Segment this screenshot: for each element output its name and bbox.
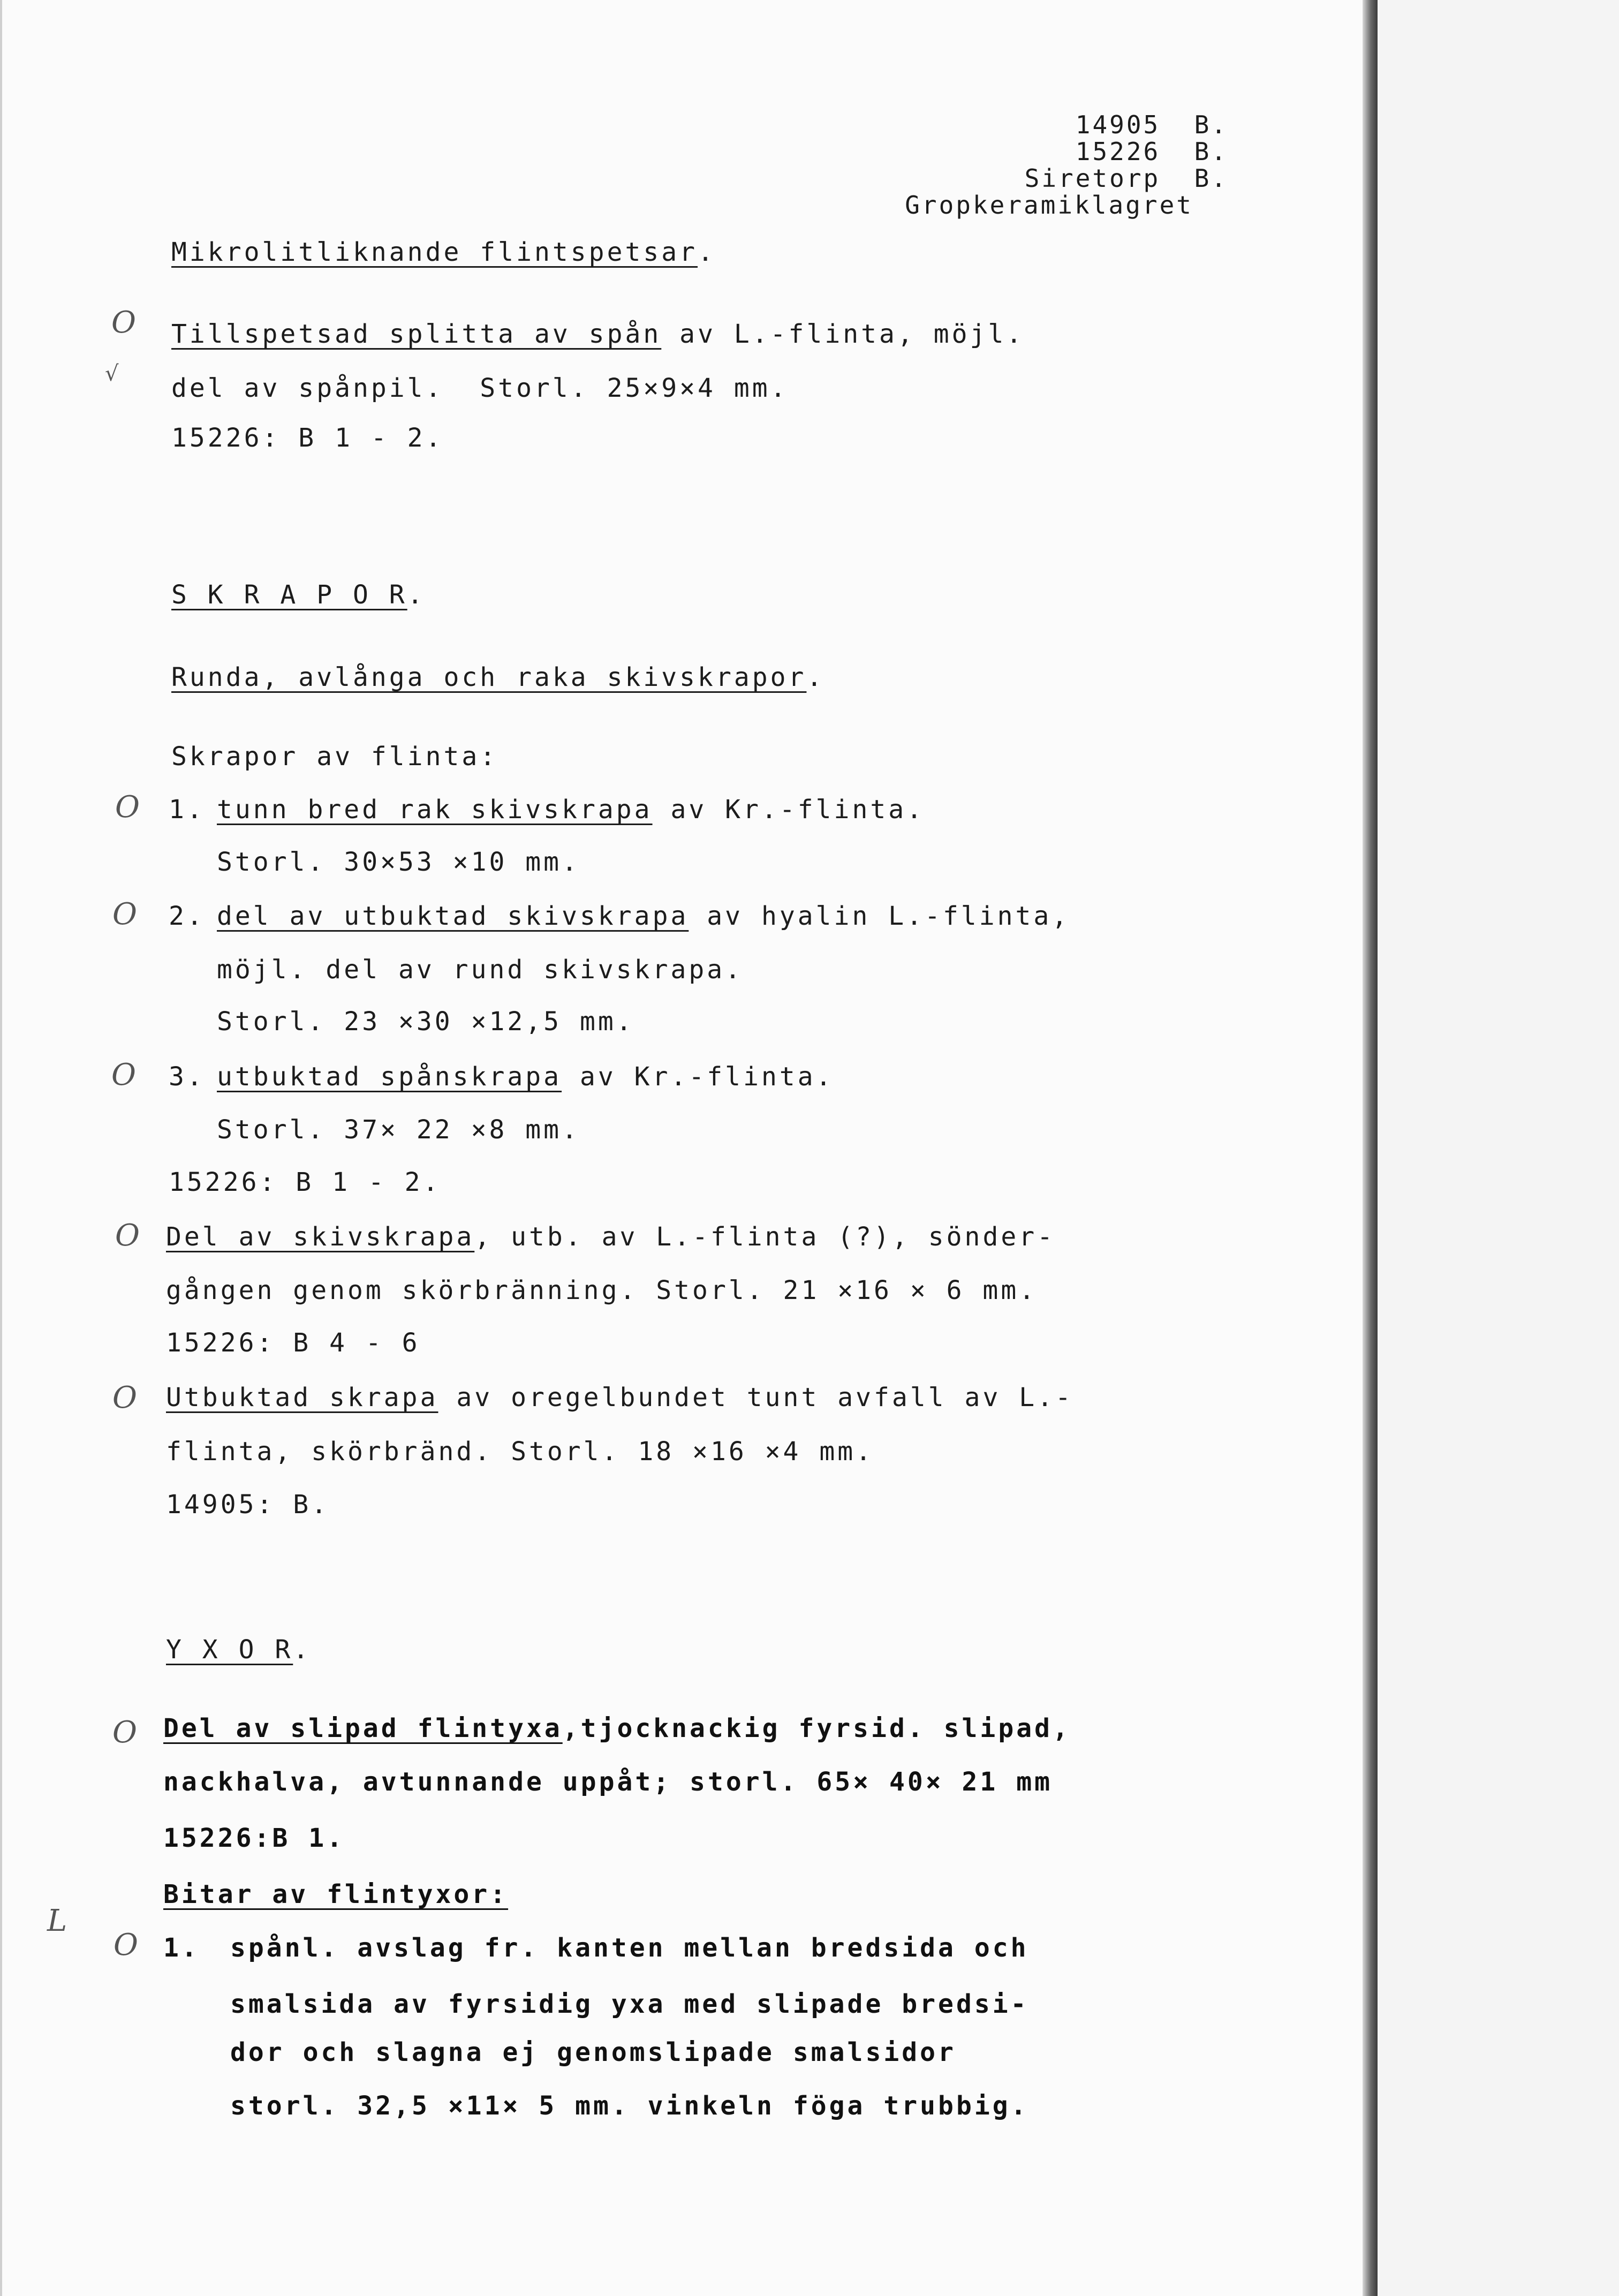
yxor-bitar-line2: smalsida av fyrsidig yxa med slipade bredsi- — [230, 1989, 1029, 2019]
header-line-4: Gropkeramiklagret — [905, 191, 1193, 220]
yxor-bitar-num: 1. — [163, 1933, 200, 1963]
skrapor-intro: Skrapor av flinta: — [171, 742, 498, 772]
skrapor-del-line2: gången genom skörbränning. Storl. 21 ×16 × 6 mm. — [166, 1275, 1038, 1305]
margin-mark-circle: O — [112, 897, 137, 932]
skrapor-item2-line3: Storl. 23 ×30 ×12,5 mm. — [217, 1007, 634, 1037]
section-title-skrapor: S K R A P O R. — [171, 580, 426, 610]
margin-mark-circle: O — [111, 1058, 136, 1092]
mikrolit-item-ref: 15226: B 1 - 2. — [171, 423, 444, 453]
skrapor-item2-line2: möjl. del av rund skivskrapa. — [217, 955, 744, 985]
margin-mark-circle: O — [114, 1928, 138, 1962]
page-edge-line — [0, 0, 2, 2296]
margin-mark-circle: O — [112, 1380, 137, 1415]
margin-mark-circle: O — [111, 305, 136, 340]
skrapor-subtitle: Runda, avlånga och raka skivskrapor. — [171, 662, 825, 692]
yxor-bitar-title: Bitar av flintyxor: — [163, 1879, 509, 1909]
header-line-3: Siretorp B. — [1024, 164, 1228, 193]
skrapor-utb-line1: Utbuktad skrapa av oregelbundet tunt avfall av L.- — [166, 1383, 1073, 1413]
skrapor-item3-line1: utbuktad spånskrapa av Kr.-flinta. — [217, 1062, 834, 1092]
section-title-mikrolit: Mikrolitliknande flintspetsar. — [171, 237, 716, 267]
header-line-2: 15226 B. — [1075, 137, 1228, 166]
mikrolit-item-line2: del av spånpil. Storl. 25×9×4 mm. — [171, 373, 789, 403]
header-line-1: 14905 B. — [1075, 110, 1228, 139]
margin-mark-circle: O — [115, 1218, 140, 1253]
skrapor-item2-line1: del av utbuktad skivskrapa av hyalin L.-flinta, — [217, 901, 1070, 931]
yxor-bitar-line3: dor och slagna ej genomslipade smalsidor — [230, 2037, 956, 2067]
skrapor-item1-line1: tunn bred rak skivskrapa av Kr.-flinta. — [217, 795, 925, 825]
yxor-bitar-line4: storl. 32,5 ×11× 5 mm. vinkeln föga trubbig. — [230, 2091, 1029, 2121]
margin-mark-l: L — [47, 1904, 67, 1938]
mikrolit-item-line1: Tillspetsad splitta av spån av L.-flinta, möjl. — [171, 319, 1025, 349]
skrapor-ref1: 15226: B 1 - 2. — [169, 1167, 441, 1197]
skrapor-item1-num: 1. — [169, 795, 205, 825]
skrapor-item3-line2: Storl. 37× 22 ×8 mm. — [217, 1115, 580, 1145]
scan-background — [1378, 0, 1619, 2296]
yxor-item-ref: 15226:B 1. — [163, 1823, 345, 1853]
yxor-item-line2: nackhalva, avtunnande uppåt; storl. 65× 40× 21 mm — [163, 1767, 1053, 1797]
skrapor-utb-ref: 14905: B. — [166, 1490, 330, 1520]
section-title-yxor: Y X O R. — [166, 1635, 312, 1665]
skrapor-del-line1: Del av skivskrapa, utb. av L.-flinta (?), sönder- — [166, 1222, 1056, 1252]
margin-mark-circle: O — [112, 1715, 137, 1750]
skrapor-utb-line2: flinta, skörbränd. Storl. 18 ×16 ×4 mm. — [166, 1437, 874, 1467]
skrapor-item3-num: 3. — [169, 1062, 205, 1092]
skrapor-del-ref: 15226: B 4 - 6 — [166, 1328, 420, 1358]
yxor-bitar-line1: spånl. avslag fr. kanten mellan bredsida och — [230, 1933, 1029, 1963]
binding-shadow — [1363, 0, 1378, 2296]
margin-mark-circle: O — [115, 790, 140, 825]
yxor-item-line1: Del av slipad flintyxa,tjocknackig fyrsid. slipad, — [163, 1713, 1071, 1743]
skrapor-item1-line2: Storl. 30×53 ×10 mm. — [217, 847, 580, 877]
skrapor-item2-num: 2. — [169, 901, 205, 931]
margin-mark-check: √ — [105, 361, 119, 386]
